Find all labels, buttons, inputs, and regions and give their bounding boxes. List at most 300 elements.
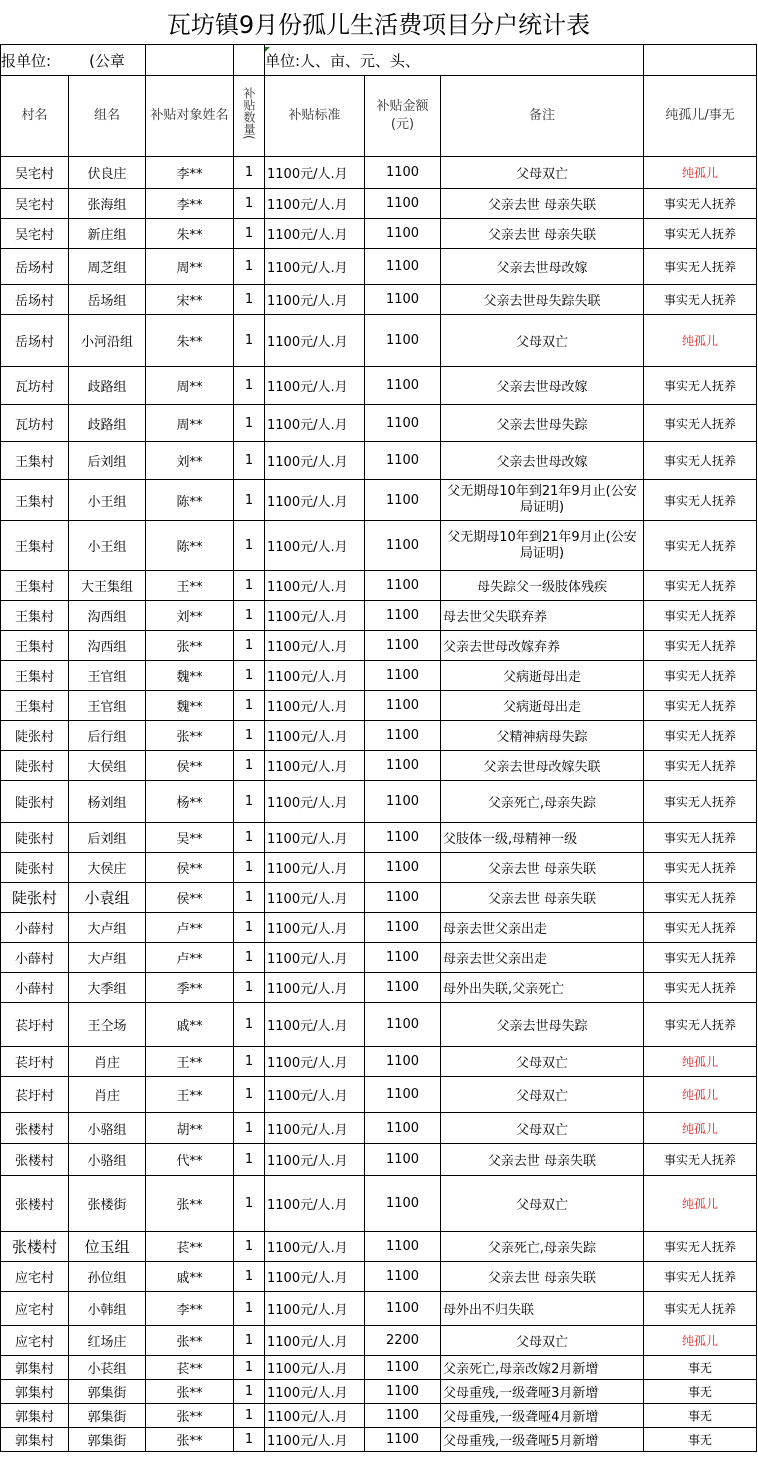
cell-count[interactable]: 1 xyxy=(234,315,265,367)
cell-note[interactable]: 父亲去世母改嫁失联 xyxy=(441,751,644,781)
cell-group[interactable]: 大侯庄 xyxy=(69,853,146,883)
cell-note[interactable]: 父亲去世母失踪失联 xyxy=(441,285,644,315)
cell-group[interactable]: 红场庄 xyxy=(69,1326,146,1356)
cell-name[interactable]: 胡** xyxy=(146,1113,234,1144)
cell-name[interactable]: 吴** xyxy=(146,823,234,853)
cell-note[interactable]: 父病逝母出走 xyxy=(441,661,644,691)
cell-type[interactable]: 事实无人抚养 xyxy=(644,823,757,853)
cell-count[interactable]: 1 xyxy=(234,1262,265,1292)
cell-village[interactable]: 郭集村 xyxy=(1,1380,69,1404)
cell-name[interactable]: 张** xyxy=(146,1326,234,1356)
cell-name[interactable]: 张** xyxy=(146,1380,234,1404)
cell-standard[interactable]: 1100元/人.月 xyxy=(265,1176,365,1232)
cell-standard[interactable]: 1100元/人.月 xyxy=(265,1428,365,1452)
cell-note[interactable]: 父病逝母出走 xyxy=(441,691,644,721)
cell-type[interactable]: 纯孤儿 xyxy=(644,1077,757,1113)
cell-village[interactable]: 王集村 xyxy=(1,691,69,721)
cell-standard[interactable]: 1100元/人.月 xyxy=(265,1144,365,1176)
cell-village[interactable]: 张楼村 xyxy=(1,1232,69,1262)
cell-name[interactable]: 张** xyxy=(146,1176,234,1232)
cell-count[interactable]: 1 xyxy=(234,1292,265,1326)
cell-name[interactable]: 王** xyxy=(146,1047,234,1077)
cell-type[interactable]: 事实无人抚养 xyxy=(644,367,757,405)
cell-group[interactable]: 杨刘组 xyxy=(69,781,146,823)
col-header-note[interactable]: 备注 xyxy=(441,76,644,157)
cell-count[interactable]: 1 xyxy=(234,823,265,853)
cell-count[interactable]: 1 xyxy=(234,1232,265,1262)
cell-name[interactable]: 侯** xyxy=(146,883,234,913)
cell-amount[interactable]: 1100 xyxy=(365,1077,441,1113)
cell-standard[interactable]: 1100元/人.月 xyxy=(265,721,365,751)
cell-note[interactable]: 父精神病母失踪 xyxy=(441,721,644,751)
cell-village[interactable]: 郭集村 xyxy=(1,1356,69,1380)
cell-amount[interactable]: 1100 xyxy=(365,249,441,285)
cell-standard[interactable]: 1100元/人.月 xyxy=(265,1047,365,1077)
cell-name[interactable]: 刘** xyxy=(146,601,234,631)
units-label[interactable]: 单位:人、亩、元、头、 xyxy=(265,45,644,76)
cell-count[interactable]: 1 xyxy=(234,1404,265,1428)
cell-village[interactable]: 应宅村 xyxy=(1,1292,69,1326)
cell-standard[interactable]: 1100元/人.月 xyxy=(265,751,365,781)
cell-group[interactable]: 孙位组 xyxy=(69,1262,146,1292)
cell-type[interactable]: 事实无人抚养 xyxy=(644,661,757,691)
cell-name[interactable]: 张** xyxy=(146,721,234,751)
cell-standard[interactable]: 1100元/人.月 xyxy=(265,480,365,521)
cell-name[interactable]: 周** xyxy=(146,405,234,442)
cell-amount[interactable]: 1100 xyxy=(365,943,441,973)
cell-name[interactable]: 卢** xyxy=(146,943,234,973)
cell-note[interactable]: 父亲去世 母亲失联 xyxy=(441,883,644,913)
cell-village[interactable]: 张楼村 xyxy=(1,1113,69,1144)
cell-group[interactable]: 王官组 xyxy=(69,691,146,721)
cell-group[interactable]: 小王组 xyxy=(69,480,146,521)
cell-name[interactable]: 卢** xyxy=(146,913,234,943)
cell-note[interactable]: 父亲去世 母亲失联 xyxy=(441,1144,644,1176)
cell-count[interactable]: 1 xyxy=(234,853,265,883)
cell-count[interactable]: 1 xyxy=(234,751,265,781)
cell-standard[interactable]: 1100元/人.月 xyxy=(265,285,365,315)
cell-group[interactable]: 歧路组 xyxy=(69,405,146,442)
cell-count[interactable]: 1 xyxy=(234,1380,265,1404)
cell-standard[interactable]: 1100元/人.月 xyxy=(265,1356,365,1380)
cell-amount[interactable]: 1100 xyxy=(365,367,441,405)
cell-village[interactable]: 陡张村 xyxy=(1,751,69,781)
cell-type[interactable]: 事实无人抚养 xyxy=(644,973,757,1003)
cell-village[interactable]: 陡张村 xyxy=(1,883,69,913)
cell-name[interactable]: 李** xyxy=(146,157,234,189)
cell-count[interactable]: 1 xyxy=(234,631,265,661)
cell-standard[interactable]: 1100元/人.月 xyxy=(265,571,365,601)
cell-type[interactable]: 事实无人抚养 xyxy=(644,631,757,661)
cell-amount[interactable]: 1100 xyxy=(365,973,441,1003)
cell-name[interactable]: 周** xyxy=(146,367,234,405)
cell-group[interactable]: 小骆组 xyxy=(69,1113,146,1144)
cell-type[interactable]: 事实无人抚养 xyxy=(644,1262,757,1292)
cell-village[interactable]: 陡张村 xyxy=(1,781,69,823)
cell-amount[interactable]: 1100 xyxy=(365,631,441,661)
cell-group[interactable]: 位玉组 xyxy=(69,1232,146,1262)
cell-group[interactable]: 肖庄 xyxy=(69,1077,146,1113)
cell-group[interactable]: 后刘组 xyxy=(69,823,146,853)
cell-group[interactable]: 大卢组 xyxy=(69,943,146,973)
cell-type[interactable]: 事实无人抚养 xyxy=(644,219,757,249)
cell-note[interactable]: 父亲死亡,母亲改嫁2月新增 xyxy=(441,1356,644,1380)
cell-count[interactable]: 1 xyxy=(234,721,265,751)
cell-count[interactable]: 1 xyxy=(234,157,265,189)
cell-type[interactable]: 事实无人抚养 xyxy=(644,781,757,823)
col-header-village[interactable]: 村名 xyxy=(1,76,69,157)
cell-group[interactable]: 岳场组 xyxy=(69,285,146,315)
cell-note[interactable]: 父无期母10年到21年9月止(公安局证明) xyxy=(441,521,644,571)
cell-type[interactable]: 事实无人抚养 xyxy=(644,571,757,601)
cell-count[interactable]: 1 xyxy=(234,691,265,721)
cell-name[interactable]: 杨** xyxy=(146,781,234,823)
cell-count[interactable]: 1 xyxy=(234,367,265,405)
cell-count[interactable]: 1 xyxy=(234,219,265,249)
cell-type[interactable]: 事实无人抚养 xyxy=(644,405,757,442)
cell-village[interactable]: 应宅村 xyxy=(1,1262,69,1292)
cell-group[interactable]: 小王组 xyxy=(69,521,146,571)
cell-amount[interactable]: 1100 xyxy=(365,1176,441,1232)
cell-group[interactable]: 周芝组 xyxy=(69,249,146,285)
cell-amount[interactable]: 1100 xyxy=(365,661,441,691)
cell-amount[interactable]: 2200 xyxy=(365,1326,441,1356)
cell-village[interactable]: 小薛村 xyxy=(1,973,69,1003)
cell-count[interactable]: 1 xyxy=(234,1144,265,1176)
cell-village[interactable]: 应宅村 xyxy=(1,1326,69,1356)
cell-standard[interactable]: 1100元/人.月 xyxy=(265,631,365,661)
blank-cell[interactable] xyxy=(644,45,757,76)
cell-group[interactable]: 郭集街 xyxy=(69,1380,146,1404)
cell-note[interactable]: 父亲死亡,母亲失踪 xyxy=(441,1232,644,1262)
cell-count[interactable]: 1 xyxy=(234,1326,265,1356)
cell-amount[interactable]: 1100 xyxy=(365,189,441,219)
cell-count[interactable]: 1 xyxy=(234,661,265,691)
cell-group[interactable]: 郭集街 xyxy=(69,1404,146,1428)
cell-village[interactable]: 岳场村 xyxy=(1,315,69,367)
cell-note[interactable]: 父母重残,一级聋哑3月新增 xyxy=(441,1380,644,1404)
cell-note[interactable]: 父母重残,一级聋哑4月新增 xyxy=(441,1404,644,1428)
cell-amount[interactable]: 1100 xyxy=(365,781,441,823)
cell-group[interactable]: 小河沿组 xyxy=(69,315,146,367)
cell-count[interactable]: 1 xyxy=(234,405,265,442)
cell-note[interactable]: 父母双亡 xyxy=(441,1176,644,1232)
cell-count[interactable]: 1 xyxy=(234,285,265,315)
cell-village[interactable]: 陡张村 xyxy=(1,721,69,751)
cell-type[interactable]: 事实无人抚养 xyxy=(644,480,757,521)
cell-type[interactable]: 纯孤儿 xyxy=(644,1176,757,1232)
cell-village[interactable]: 王集村 xyxy=(1,661,69,691)
cell-note[interactable]: 父母双亡 xyxy=(441,1077,644,1113)
cell-amount[interactable]: 1100 xyxy=(365,157,441,189)
cell-village[interactable]: 小薛村 xyxy=(1,943,69,973)
cell-village[interactable]: 吴宅村 xyxy=(1,219,69,249)
cell-standard[interactable]: 1100元/人.月 xyxy=(265,1003,365,1047)
cell-amount[interactable]: 1100 xyxy=(365,1047,441,1077)
cell-village[interactable]: 郭集村 xyxy=(1,1404,69,1428)
cell-amount[interactable]: 1100 xyxy=(365,751,441,781)
cell-count[interactable]: 1 xyxy=(234,1113,265,1144)
cell-type[interactable]: 事无 xyxy=(644,1404,757,1428)
cell-note[interactable]: 父无期母10年到21年9月止(公安局证明) xyxy=(441,480,644,521)
cell-group[interactable]: 沟西组 xyxy=(69,601,146,631)
cell-count[interactable]: 1 xyxy=(234,480,265,521)
cell-amount[interactable]: 1100 xyxy=(365,1144,441,1176)
cell-count[interactable]: 1 xyxy=(234,571,265,601)
cell-standard[interactable]: 1100元/人.月 xyxy=(265,1262,365,1292)
cell-amount[interactable]: 1100 xyxy=(365,721,441,751)
cell-type[interactable]: 事实无人抚养 xyxy=(644,1292,757,1326)
blank-cell[interactable] xyxy=(234,45,265,76)
cell-village[interactable]: 吴宅村 xyxy=(1,189,69,219)
cell-type[interactable]: 纯孤儿 xyxy=(644,157,757,189)
cell-village[interactable]: 苌圩村 xyxy=(1,1047,69,1077)
cell-group[interactable]: 歧路组 xyxy=(69,367,146,405)
cell-name[interactable]: 侯** xyxy=(146,853,234,883)
cell-count[interactable]: 1 xyxy=(234,1428,265,1452)
cell-group[interactable]: 大侯组 xyxy=(69,751,146,781)
cell-village[interactable]: 王集村 xyxy=(1,442,69,480)
cell-standard[interactable]: 1100元/人.月 xyxy=(265,853,365,883)
cell-standard[interactable]: 1100元/人.月 xyxy=(265,1292,365,1326)
cell-group[interactable]: 郭集街 xyxy=(69,1428,146,1452)
cell-name[interactable]: 李** xyxy=(146,189,234,219)
cell-amount[interactable]: 1100 xyxy=(365,1356,441,1380)
cell-type[interactable]: 事无 xyxy=(644,1428,757,1452)
cell-amount[interactable]: 1100 xyxy=(365,285,441,315)
cell-village[interactable]: 吴宅村 xyxy=(1,157,69,189)
cell-village[interactable]: 瓦坊村 xyxy=(1,405,69,442)
cell-name[interactable]: 张** xyxy=(146,1404,234,1428)
cell-village[interactable]: 王集村 xyxy=(1,480,69,521)
cell-type[interactable]: 纯孤儿 xyxy=(644,315,757,367)
cell-type[interactable]: 事实无人抚养 xyxy=(644,691,757,721)
cell-note[interactable]: 父亲去世母改嫁 xyxy=(441,367,644,405)
cell-type[interactable]: 事实无人抚养 xyxy=(644,601,757,631)
cell-amount[interactable]: 1100 xyxy=(365,853,441,883)
cell-type[interactable]: 事无 xyxy=(644,1356,757,1380)
cell-type[interactable]: 事实无人抚养 xyxy=(644,442,757,480)
cell-standard[interactable]: 1100元/人.月 xyxy=(265,521,365,571)
cell-count[interactable]: 1 xyxy=(234,1356,265,1380)
cell-type[interactable]: 纯孤儿 xyxy=(644,1326,757,1356)
cell-standard[interactable]: 1100元/人.月 xyxy=(265,973,365,1003)
cell-village[interactable]: 郭集村 xyxy=(1,1428,69,1452)
cell-standard[interactable]: 1100元/人.月 xyxy=(265,442,365,480)
cell-note[interactable]: 父亲去世母改嫁弃养 xyxy=(441,631,644,661)
cell-type[interactable]: 事无 xyxy=(644,1380,757,1404)
cell-type[interactable]: 事实无人抚养 xyxy=(644,1232,757,1262)
cell-name[interactable]: 代** xyxy=(146,1144,234,1176)
cell-count[interactable]: 1 xyxy=(234,1003,265,1047)
cell-count[interactable]: 1 xyxy=(234,521,265,571)
cell-note[interactable]: 父亲死亡,母亲失踪 xyxy=(441,781,644,823)
cell-count[interactable]: 1 xyxy=(234,189,265,219)
report-unit-cell[interactable] xyxy=(1,45,146,76)
cell-name[interactable]: 季** xyxy=(146,973,234,1003)
cell-group[interactable]: 小袁组 xyxy=(69,883,146,913)
cell-group[interactable]: 新庄组 xyxy=(69,219,146,249)
col-header-type[interactable]: 纯孤儿/事无 xyxy=(644,76,757,157)
cell-note[interactable]: 母外出不归失联 xyxy=(441,1292,644,1326)
cell-amount[interactable]: 1100 xyxy=(365,315,441,367)
cell-type[interactable]: 事实无人抚养 xyxy=(644,883,757,913)
cell-group[interactable]: 张海组 xyxy=(69,189,146,219)
cell-standard[interactable]: 1100元/人.月 xyxy=(265,189,365,219)
cell-standard[interactable]: 1100元/人.月 xyxy=(265,601,365,631)
cell-standard[interactable]: 1100元/人.月 xyxy=(265,781,365,823)
cell-amount[interactable]: 1100 xyxy=(365,913,441,943)
cell-type[interactable]: 事实无人抚养 xyxy=(644,285,757,315)
cell-note[interactable]: 父母双亡 xyxy=(441,1047,644,1077)
cell-note[interactable]: 父母双亡 xyxy=(441,315,644,367)
cell-amount[interactable]: 1100 xyxy=(365,823,441,853)
cell-count[interactable]: 1 xyxy=(234,973,265,1003)
cell-note[interactable]: 父亲去世母失踪 xyxy=(441,1003,644,1047)
cell-amount[interactable]: 1100 xyxy=(365,1428,441,1452)
cell-group[interactable]: 后刘组 xyxy=(69,442,146,480)
cell-village[interactable]: 王集村 xyxy=(1,521,69,571)
cell-name[interactable]: 戚** xyxy=(146,1262,234,1292)
cell-amount[interactable]: 1100 xyxy=(365,1404,441,1428)
cell-standard[interactable]: 1100元/人.月 xyxy=(265,219,365,249)
cell-amount[interactable]: 1100 xyxy=(365,1003,441,1047)
cell-note[interactable]: 父亲去世母失踪 xyxy=(441,405,644,442)
cell-village[interactable]: 岳场村 xyxy=(1,285,69,315)
cell-village[interactable]: 小薛村 xyxy=(1,913,69,943)
cell-amount[interactable]: 1100 xyxy=(365,1380,441,1404)
cell-amount[interactable]: 1100 xyxy=(365,691,441,721)
cell-count[interactable]: 1 xyxy=(234,943,265,973)
cell-standard[interactable]: 1100元/人.月 xyxy=(265,1232,365,1262)
cell-amount[interactable]: 1100 xyxy=(365,521,441,571)
cell-group[interactable]: 王仝场 xyxy=(69,1003,146,1047)
cell-type[interactable]: 事实无人抚养 xyxy=(644,1003,757,1047)
cell-group[interactable]: 沟西组 xyxy=(69,631,146,661)
cell-group[interactable]: 张楼街 xyxy=(69,1176,146,1232)
col-header-name[interactable]: 补贴对象姓名 xyxy=(146,76,234,157)
cell-note[interactable]: 母亲去世父亲出走 xyxy=(441,913,644,943)
cell-standard[interactable]: 1100元/人.月 xyxy=(265,367,365,405)
cell-name[interactable]: 朱** xyxy=(146,219,234,249)
cell-standard[interactable]: 1100元/人.月 xyxy=(265,1326,365,1356)
cell-amount[interactable]: 1100 xyxy=(365,480,441,521)
cell-group[interactable]: 大季组 xyxy=(69,973,146,1003)
cell-note[interactable]: 父母重残,一级聋哑5月新增 xyxy=(441,1428,644,1452)
cell-amount[interactable]: 1100 xyxy=(365,1232,441,1262)
cell-village[interactable]: 王集村 xyxy=(1,601,69,631)
cell-amount[interactable]: 1100 xyxy=(365,442,441,480)
cell-note[interactable]: 父母双亡 xyxy=(441,1326,644,1356)
cell-name[interactable]: 王** xyxy=(146,1077,234,1113)
cell-amount[interactable]: 1100 xyxy=(365,1292,441,1326)
cell-count[interactable]: 1 xyxy=(234,442,265,480)
cell-group[interactable]: 小苌组 xyxy=(69,1356,146,1380)
cell-note[interactable]: 母失踪父一级肢体残疾 xyxy=(441,571,644,601)
cell-name[interactable]: 宋** xyxy=(146,285,234,315)
cell-group[interactable]: 后行组 xyxy=(69,721,146,751)
cell-name[interactable]: 侯** xyxy=(146,751,234,781)
cell-name[interactable]: 张** xyxy=(146,1428,234,1452)
cell-note[interactable]: 父母双亡 xyxy=(441,1113,644,1144)
cell-name[interactable]: 陈** xyxy=(146,480,234,521)
cell-village[interactable]: 王集村 xyxy=(1,631,69,661)
cell-count[interactable]: 1 xyxy=(234,781,265,823)
col-header-amount[interactable]: 补贴金额(元) xyxy=(365,76,441,157)
cell-standard[interactable]: 1100元/人.月 xyxy=(265,943,365,973)
cell-amount[interactable]: 1100 xyxy=(365,1262,441,1292)
cell-standard[interactable]: 1100元/人.月 xyxy=(265,883,365,913)
cell-note[interactable]: 父亲去世 母亲失联 xyxy=(441,853,644,883)
cell-name[interactable]: 李** xyxy=(146,1292,234,1326)
cell-note[interactable]: 母去世父失联弃养 xyxy=(441,601,644,631)
cell-type[interactable]: 事实无人抚养 xyxy=(644,189,757,219)
cell-village[interactable]: 张楼村 xyxy=(1,1176,69,1232)
cell-group[interactable]: 王官组 xyxy=(69,661,146,691)
cell-type[interactable]: 事实无人抚养 xyxy=(644,521,757,571)
cell-village[interactable]: 陡张村 xyxy=(1,823,69,853)
cell-standard[interactable]: 1100元/人.月 xyxy=(265,913,365,943)
cell-note[interactable]: 父亲去世 母亲失联 xyxy=(441,219,644,249)
cell-amount[interactable]: 1100 xyxy=(365,883,441,913)
col-header-group[interactable]: 组名 xyxy=(69,76,146,157)
blank-cell[interactable] xyxy=(146,45,234,76)
cell-name[interactable]: 周** xyxy=(146,249,234,285)
cell-amount[interactable]: 1100 xyxy=(365,601,441,631)
cell-type[interactable]: 事实无人抚养 xyxy=(644,1144,757,1176)
cell-group[interactable]: 小骆组 xyxy=(69,1144,146,1176)
cell-group[interactable]: 小韩组 xyxy=(69,1292,146,1326)
cell-type[interactable]: 事实无人抚养 xyxy=(644,721,757,751)
cell-village[interactable]: 王集村 xyxy=(1,571,69,601)
cell-standard[interactable]: 1100元/人.月 xyxy=(265,823,365,853)
cell-standard[interactable]: 1100元/人.月 xyxy=(265,249,365,285)
cell-standard[interactable]: 1100元/人.月 xyxy=(265,157,365,189)
cell-name[interactable]: 苌** xyxy=(146,1356,234,1380)
cell-standard[interactable]: 1100元/人.月 xyxy=(265,315,365,367)
cell-amount[interactable]: 1100 xyxy=(365,219,441,249)
cell-name[interactable]: 朱** xyxy=(146,315,234,367)
cell-standard[interactable]: 1100元/人.月 xyxy=(265,691,365,721)
cell-note[interactable]: 母亲去世父亲出走 xyxy=(441,943,644,973)
cell-count[interactable]: 1 xyxy=(234,883,265,913)
cell-standard[interactable]: 1100元/人.月 xyxy=(265,1077,365,1113)
cell-count[interactable]: 1 xyxy=(234,601,265,631)
cell-amount[interactable]: 1100 xyxy=(365,1113,441,1144)
cell-note[interactable]: 父肢体一级,母精神一级 xyxy=(441,823,644,853)
cell-note[interactable]: 父母双亡 xyxy=(441,157,644,189)
cell-name[interactable]: 魏** xyxy=(146,661,234,691)
cell-type[interactable]: 事实无人抚养 xyxy=(644,853,757,883)
cell-amount[interactable]: 1100 xyxy=(365,405,441,442)
col-header-standard[interactable]: 补贴标准 xyxy=(265,76,365,157)
cell-note[interactable]: 父亲去世母改嫁 xyxy=(441,442,644,480)
cell-group[interactable]: 肖庄 xyxy=(69,1047,146,1077)
cell-type[interactable]: 事实无人抚养 xyxy=(644,751,757,781)
cell-standard[interactable]: 1100元/人.月 xyxy=(265,661,365,691)
cell-count[interactable]: 1 xyxy=(234,1047,265,1077)
cell-group[interactable]: 大卢组 xyxy=(69,913,146,943)
cell-name[interactable]: 戚** xyxy=(146,1003,234,1047)
cell-village[interactable]: 瓦坊村 xyxy=(1,367,69,405)
cell-name[interactable]: 魏** xyxy=(146,691,234,721)
cell-standard[interactable]: 1100元/人.月 xyxy=(265,1404,365,1428)
cell-group[interactable]: 大王集组 xyxy=(69,571,146,601)
cell-count[interactable]: 1 xyxy=(234,913,265,943)
cell-note[interactable]: 父亲去世 母亲失联 xyxy=(441,189,644,219)
cell-type[interactable]: 事实无人抚养 xyxy=(644,943,757,973)
cell-village[interactable]: 张楼村 xyxy=(1,1144,69,1176)
